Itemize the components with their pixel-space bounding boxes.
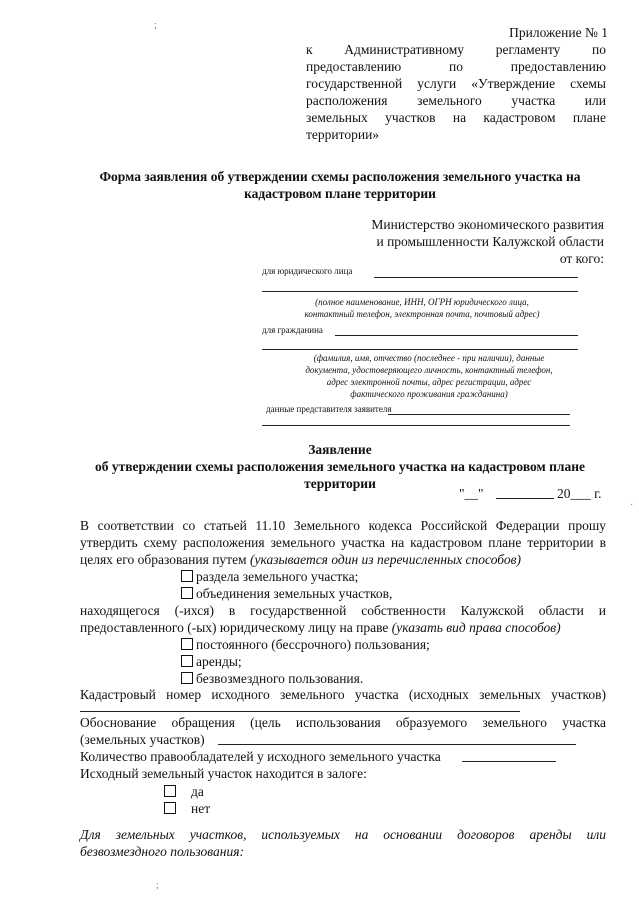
pledge-yes[interactable] — [164, 783, 204, 800]
checkbox-icon[interactable] — [181, 655, 193, 667]
right-free-use[interactable] — [181, 670, 363, 687]
appendix-text — [306, 41, 606, 143]
hint-line: контактный телефон, электронная почта, почтовый адрес) — [304, 309, 540, 319]
cadastral-label: Кадастровый номер исходного земельного участка (исходных земельных участков) — [80, 687, 606, 702]
appendix-title: Приложение № 1 — [509, 25, 608, 40]
recipient-line: и промышленности Калужской области — [376, 234, 604, 249]
body-text-italic: (указать вид права способов) — [391, 620, 561, 635]
date-year: 20___ г. — [557, 486, 602, 501]
lease-line: Для земельных участков, используемых на основании договоров аренды или — [80, 827, 606, 842]
representative-label: данные представителя заявителя — [266, 404, 392, 414]
citizen-field[interactable] — [335, 335, 578, 336]
hint-line: документа, удостоверяющего личность, контактный телефон, — [305, 365, 553, 375]
body-line — [80, 551, 606, 568]
paragraph-1 — [80, 517, 606, 568]
lease-note — [80, 826, 606, 860]
legal-entity-field-2[interactable] — [262, 291, 578, 292]
option-label: раздела земельного участка; — [196, 569, 359, 584]
statement-title — [40, 441, 639, 492]
citizen-label: для гражданина — [262, 325, 323, 335]
statement-title-line: территории — [304, 476, 376, 491]
basis-label-2: (земельных участков) — [80, 732, 205, 747]
statement-title-line: об утверждении схемы расположения земельного участка на кадастровом плане — [95, 459, 585, 474]
checkbox-icon[interactable] — [181, 672, 193, 684]
recipient-line: Министерство экономического развития — [371, 217, 604, 232]
recipient-line: от кого: — [559, 251, 604, 266]
date-month-field[interactable] — [496, 498, 554, 499]
checkbox-icon[interactable] — [164, 785, 176, 797]
hint-line: (полное наименование, ИНН, ОГРН юридического лица, — [315, 297, 529, 307]
hint-line: фактического проживания гражданина) — [350, 389, 508, 399]
pledge-label: Исходный земельный участок находится в залоге: — [80, 766, 367, 781]
basis-label: Обоснование обращения (цель использования образуемого земельного участка — [80, 715, 606, 730]
form-title — [60, 168, 620, 202]
scan-mark: ; — [156, 880, 159, 891]
option-label: нет — [191, 801, 211, 816]
date-day: "__" — [459, 486, 484, 501]
representative-field-2[interactable] — [262, 425, 570, 426]
lease-line: безвозмездного пользования: — [80, 844, 245, 859]
scan-mark: · — [630, 500, 634, 511]
owners-field[interactable] — [462, 761, 556, 762]
basis-field[interactable] — [218, 744, 576, 745]
option-merge[interactable] — [181, 585, 392, 602]
right-lease[interactable] — [181, 653, 242, 670]
paragraph-2 — [80, 602, 606, 636]
hint-line: адрес электронной почты, адрес регистрации, адрес — [326, 377, 532, 387]
option-label: аренды; — [196, 654, 242, 669]
body-line: находящегося (-ихся) в государственной собственности Калужской области и — [80, 603, 606, 618]
checkbox-icon[interactable] — [181, 587, 193, 599]
checkbox-icon[interactable] — [181, 638, 193, 650]
right-permanent[interactable] — [181, 636, 430, 653]
representative-field[interactable] — [388, 414, 570, 415]
citizen-hint — [270, 352, 588, 400]
body-line — [80, 619, 606, 636]
scan-mark: ; — [154, 20, 157, 31]
legal-entity-field[interactable] — [374, 277, 578, 278]
body-line: утвердить схему расположения земельного участка на кадастровом плане территории в — [80, 535, 606, 550]
pledge-no[interactable] — [164, 800, 210, 817]
appendix-line: к Административному регламенту по — [306, 42, 606, 57]
option-label: да — [191, 784, 204, 799]
citizen-field-2[interactable] — [262, 349, 578, 350]
option-label: объединения земельных участков, — [196, 586, 393, 601]
form-title-line: кадастровом плане территории — [244, 186, 436, 201]
cadastral-field[interactable] — [80, 711, 520, 712]
legal-entity-hint — [262, 296, 582, 320]
body-text: предоставленного (-ых) юридическому лицу на праве — [80, 620, 392, 635]
appendix-line: земельных участков на кадастровом плане — [306, 110, 606, 125]
form-title-line: Форма заявления об утверждении схемы расположения земельного участка на — [99, 169, 581, 184]
checkbox-icon[interactable] — [164, 802, 176, 814]
appendix-line: предоставлению по предоставлению — [306, 59, 606, 74]
hint-line: (фамилия, имя, отчество (последнее - при наличии), данные — [313, 353, 545, 363]
checkbox-icon[interactable] — [181, 570, 193, 582]
owners-label: Количество правообладателей у исходного земельного участка — [80, 749, 441, 764]
appendix-line: территории» — [306, 127, 380, 142]
option-division[interactable] — [181, 568, 358, 585]
body-text: целях его образования путем — [80, 552, 250, 567]
body-line: В соответствии со статьей 11.10 Земельного кодекса Российской Федерации прошу — [80, 518, 606, 533]
body-text-italic: (указывается один из перечисленных способов) — [249, 552, 521, 567]
appendix-line: расположения земельного участка или — [306, 93, 606, 108]
option-label: постоянного (бессрочного) пользования; — [196, 637, 430, 652]
option-label: безвозмездного пользования. — [196, 671, 364, 686]
legal-entity-label: для юридического лица — [262, 266, 353, 276]
appendix-line: государственной услуги «Утверждение схемы — [306, 76, 606, 91]
statement-title-line: Заявление — [308, 442, 372, 457]
recipient-block — [300, 216, 604, 267]
